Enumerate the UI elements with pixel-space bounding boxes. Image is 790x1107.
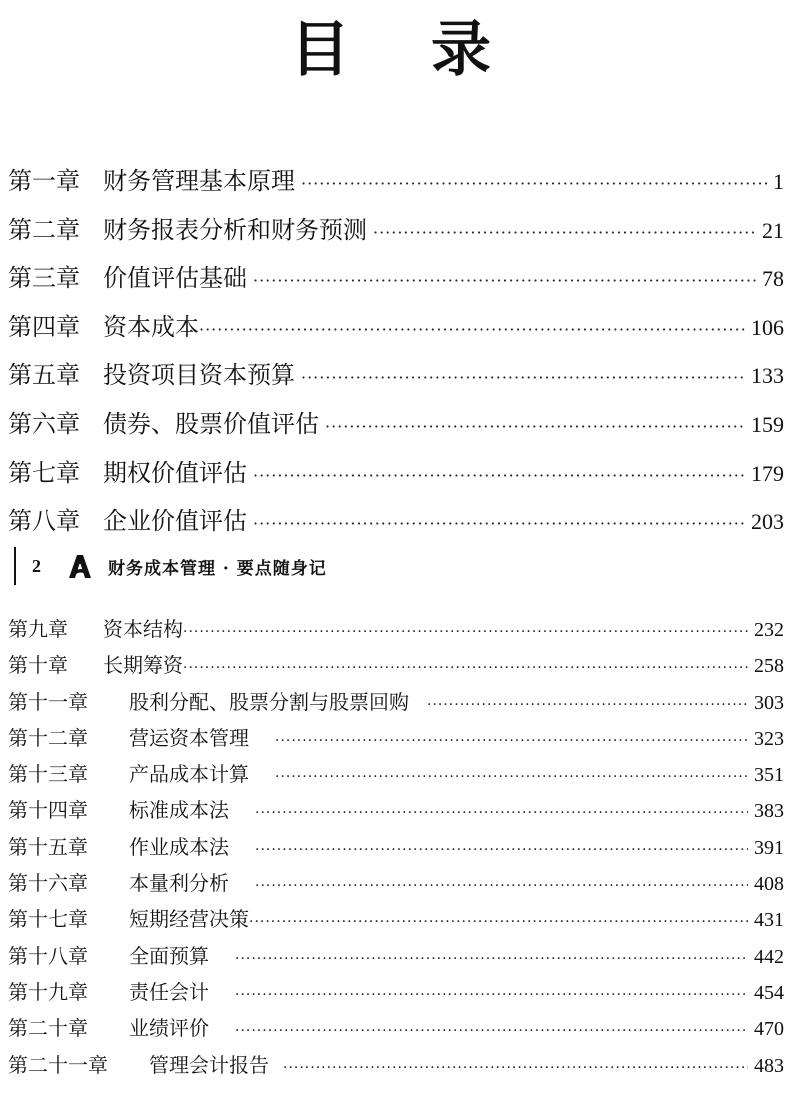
dot-leader [235,981,748,1009]
chapter-title: 债券、股票价值评估 [103,409,319,438]
dot-leader [255,799,748,827]
page-number: 21 [762,217,784,243]
chapter-title: 营运资本管理 [129,725,249,750]
chapter-number: 第一章 [8,167,80,195]
page-number: 383 [754,800,784,823]
dot-leader [283,1054,748,1082]
dot-leader [325,408,745,446]
toc-entry[interactable] [8,942,784,978]
dot-leader [255,872,748,900]
chapter-title: 企业价值评估 [103,507,247,536]
page-number: 1 [773,169,784,194]
page-number: 232 [754,619,784,641]
header-book-title: 财务成本管理 · 要点随身记 [108,558,327,579]
chapter-title: 长期筹资 [103,653,183,678]
dot-leader [183,654,748,682]
dot-leader [427,691,748,719]
chapter-number: 第十五章 [8,834,88,859]
chapter-number: 第七章 [8,458,80,487]
chapter-number: 第十六章 [8,871,88,896]
dot-leader [199,311,745,349]
toc-entry[interactable] [8,1051,784,1087]
chapter-number: 第五章 [8,361,80,390]
toc-entry[interactable] [8,833,784,869]
toc-entry[interactable] [8,869,784,905]
page-number: 106 [751,314,784,340]
chapter-title: 资本成本 [103,312,199,341]
chapter-number: 第十二章 [8,725,88,750]
page-number: 442 [754,945,784,968]
page-number: 303 [754,691,784,714]
chapter-number: 第八章 [8,507,80,536]
chapter-title: 投资项目资本预算 [103,361,295,390]
page-number: 159 [751,411,784,437]
chapter-number: 第十七章 [8,907,88,932]
dot-leader [275,727,748,755]
toc-entry[interactable] [8,356,784,405]
dot-leader [183,618,748,646]
toc-entry[interactable] [8,502,784,551]
page-title-char-2: 录 [431,15,491,85]
book-logo-icon [66,552,94,580]
toc-entry[interactable] [8,615,784,651]
header-rule [14,547,16,585]
page-number: 203 [751,509,784,535]
page-number: 391 [754,836,784,859]
chapter-number: 第九章 [8,617,68,641]
dot-leader [253,505,745,543]
page-number: 351 [754,764,784,787]
dot-leader [301,165,767,203]
page-number: 258 [754,655,784,678]
toc-list-part1 [8,162,784,551]
chapter-title: 产品成本计算 [129,762,249,787]
dot-leader [253,262,756,300]
chapter-number: 第二章 [8,215,80,244]
chapter-number: 第四章 [8,312,80,341]
header-page-number: 2 [32,555,41,576]
toc-list-part2 [8,615,784,1087]
chapter-title: 股利分配、股票分割与股票回购 [129,689,409,714]
dot-leader [275,763,748,791]
toc-entry[interactable] [8,454,784,503]
chapter-title: 价值评估基础 [103,264,247,293]
chapter-number: 第二十一章 [8,1052,108,1077]
chapter-title: 资本结构 [103,617,183,641]
toc-entry[interactable] [8,1014,784,1050]
toc-entry[interactable] [8,651,784,687]
chapter-number: 第十三章 [8,762,88,787]
toc-entry[interactable] [8,724,784,760]
toc-entry[interactable] [8,259,784,308]
chapter-title: 全面预算 [129,943,209,968]
page-number: 323 [754,727,784,750]
toc-entry[interactable] [8,978,784,1014]
dot-leader [253,457,745,495]
page-title-char-1: 目 [290,15,350,85]
dot-leader [255,836,748,864]
chapter-number: 第十章 [8,653,68,678]
page-number: 179 [751,460,784,486]
toc-entry[interactable] [8,760,784,796]
chapter-title: 财务报表分析和财务预测 [103,215,367,244]
chapter-title: 作业成本法 [129,834,229,859]
chapter-title: 本量利分析 [129,871,229,896]
chapter-number: 第十一章 [8,689,88,714]
chapter-number: 第十八章 [8,943,88,968]
dot-leader [235,945,748,973]
page-number: 454 [754,981,784,1004]
toc-entry[interactable] [8,905,784,941]
chapter-number: 第三章 [8,264,80,293]
dot-leader [235,1017,748,1045]
chapter-title: 业绩评价 [129,1016,209,1041]
toc-entry[interactable] [8,211,784,260]
chapter-title: 责任会计 [129,979,209,1004]
chapter-number: 第二十章 [8,1016,88,1041]
chapter-title: 期权价值评估 [103,458,247,487]
chapter-title: 财务管理基本原理 [103,167,295,195]
page-number: 431 [754,909,784,932]
toc-entry[interactable] [8,308,784,357]
page-number: 470 [754,1018,784,1041]
page-number: 483 [754,1054,784,1077]
chapter-title: 短期经营决策 [129,907,249,932]
chapter-number: 第十九章 [8,979,88,1004]
chapter-title: 标准成本法 [129,798,229,823]
chapter-number: 第六章 [8,409,80,438]
toc-entry[interactable] [8,796,784,832]
dot-leader [301,359,745,397]
chapter-title: 管理会计报告 [149,1052,269,1077]
running-header [14,546,514,586]
page-number: 408 [754,873,784,896]
page-number: 78 [762,266,784,292]
page-number: 133 [751,363,784,389]
dot-leader [249,908,748,936]
dot-leader [373,214,756,252]
chapter-number: 第十四章 [8,798,88,823]
toc-entry[interactable] [8,162,784,211]
toc-entry[interactable] [8,405,784,454]
toc-entry[interactable] [8,688,784,724]
